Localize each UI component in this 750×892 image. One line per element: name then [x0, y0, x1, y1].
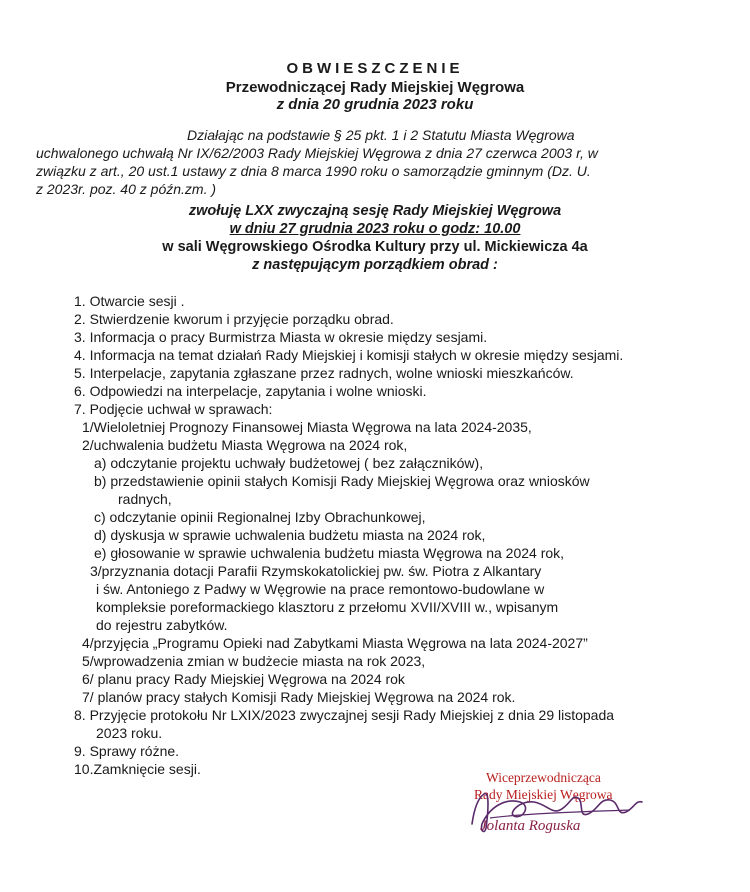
intro-line-3: związku z art., 20 ust.1 ustawy z dnia 8 marca 1990 roku o samorządzie gminnym (Dz. U.: [36, 163, 591, 179]
agenda-item: 2023 roku.: [96, 725, 163, 741]
agenda-item: 3. Informacja o pracy Burmistrza Miasta w okresie między sesjami.: [74, 329, 488, 345]
agenda-item: 2. Stwierdzenie kworum i przyjęcie porządku obrad.: [74, 311, 394, 327]
agenda-subpoint: e) głosowanie w sprawie uchwalenia budżetu miasta Węgrowa na 2024 rok,: [94, 545, 565, 561]
agenda-item: 1. Otwarcie sesji .: [74, 293, 185, 309]
agenda-subpoint: d) dyskusja w sprawie uchwalenia budżetu miasta na 2024 rok,: [94, 527, 486, 543]
agenda-subpoint: c) odczytanie opinii Regionalnej Izby Obrachunkowej,: [94, 509, 426, 525]
issue-date: z dnia 20 grudnia 2023 roku: [276, 96, 474, 113]
session-venue: w sali Węgrowskiego Ośrodka Kultury przy ul. Mickiewicza 4a: [162, 239, 588, 255]
agenda-item: 6. Odpowiedzi na interpelacje, zapytania i wolne wnioski.: [74, 383, 427, 399]
session-date-time: w dniu 27 grudnia 2023 roku o godz: 10.00: [229, 221, 521, 237]
agenda-subitem: do rejestru zabytków.: [96, 617, 228, 633]
agenda-item: 8. Przyjęcie protokołu Nr LXIX/2023 zwyczajnej sesji Rady Miejskiej z dnia 29 listopada: [74, 707, 615, 723]
convene-session: zwołuję LXX zwyczajną sesję Rady Miejskiej Węgrowa: [188, 203, 562, 219]
intro-line-1: Działając na podstawie § 25 pkt. 1 i 2 Statutu Miasta Węgrowa: [187, 127, 575, 143]
agenda-subitem: 4/przyjęcia „Programu Opieki nad Zabytkami Miasta Węgrowa na lata 2024-2027”: [82, 635, 588, 651]
agenda-item: 4. Informacja na temat działań Rady Miejskiej i komisji stałych w okresie między sesjami.: [74, 347, 624, 363]
signatory-name: Jolanta Roguska: [480, 818, 581, 834]
signatory-council: Rady Miejskiej Węgrowa: [474, 787, 613, 802]
signatory-role: Wiceprzewodnicząca: [486, 770, 601, 785]
intro-line-2: uchwalonego uchwałą Nr IX/62/2003 Rady Miejskiej Węgrowa z dnia 27 czerwca 2003 r, w: [36, 145, 598, 161]
agenda-subitem: i św. Antoniego z Padwy w Węgrowie na prace remontowo-budowlane w: [96, 581, 545, 597]
issuer-line: Przewodniczącej Rady Miejskiej Węgrowa: [225, 79, 525, 96]
agenda-subpoint: radnych,: [118, 491, 172, 507]
agenda-subitem: 6/ planu pracy Rady Miejskiej Węgrowa na 2024 rok: [82, 671, 405, 687]
agenda-item: 10.Zamknięcie sesji.: [74, 761, 201, 777]
agenda-subitem: kompleksie poreformackiego klasztoru z przełomu XVII/XVIII w., wpisanym: [96, 599, 559, 615]
agenda-item: 5. Interpelacje, zapytania zgłaszane przez radnych, wolne wnioski mieszkańców.: [74, 365, 574, 381]
agenda-subitem: 5/wprowadzenia zmian w budżecie miasta na rok 2023,: [82, 653, 426, 669]
agenda-item: 7. Podjęcie uchwał w sprawach:: [74, 401, 273, 417]
agenda-subitem: 7/ planów pracy stałych Komisji Rady Miejskiej Węgrowa na 2024 rok.: [82, 689, 516, 705]
agenda-subitem: 1/Wieloletniej Prognozy Finansowej Miasta Węgrowa na lata 2024-2035,: [82, 419, 532, 435]
agenda-heading: z następującym porządkiem obrad :: [252, 257, 498, 273]
agenda-subpoint: a) odczytanie projektu uchwały budżetowej ( bez załączników),: [94, 455, 484, 471]
document-title: OBWIESZCZENIE: [286, 60, 464, 77]
agenda-subitem: 2/uchwalenia budżetu Miasta Węgrowa na 2024 rok,: [82, 437, 408, 453]
agenda-subpoint: b) przedstawienie opinii stałych Komisji Rady Miejskiej Węgrowa oraz wniosków: [94, 473, 590, 489]
intro-line-4: z 2023r. poz. 40 z późn.zm. ): [36, 181, 217, 197]
agenda-item: 9. Sprawy różne.: [74, 743, 180, 759]
agenda-subitem: 3/przyznania dotacji Parafii Rzymskokatolickiej pw. św. Piotra z Alkantary: [90, 563, 542, 579]
